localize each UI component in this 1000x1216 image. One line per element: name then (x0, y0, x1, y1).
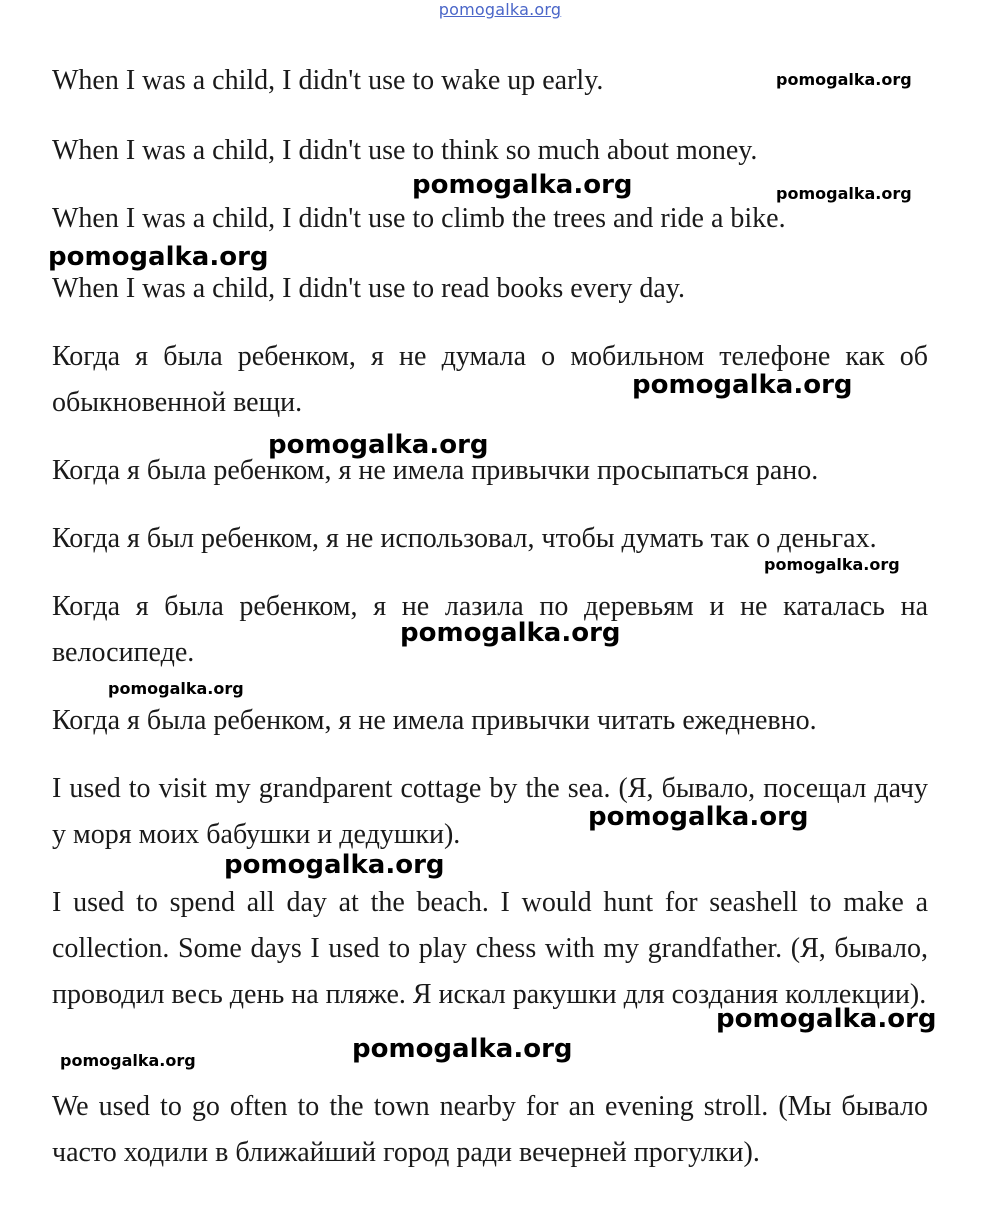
paragraph: Когда я была ребенком, я не имела привычки просыпаться рано. (52, 455, 819, 486)
paragraph: Когда я была ребенком, я не думала о мобильном телефоне как об обыкновенной вещи. (52, 341, 928, 418)
paragraph: When I was a child, I didn't use to read books every day. (52, 273, 686, 304)
paragraph: Когда я была ребенком, я не имела привычки читать ежедневно. (52, 705, 817, 736)
watermark: pomogalka.org (224, 850, 445, 880)
paragraph: When I was a child, I didn't use to think so much about money. (52, 135, 758, 166)
paragraph: When I was a child, I didn't use to climb the trees and ride a bike. (52, 203, 786, 234)
watermark: pomogalka.org (60, 1051, 196, 1070)
watermark: pomogalka.org (108, 679, 244, 698)
watermark: pomogalka.org (776, 184, 912, 203)
paragraph: I used to visit my grandparent cottage by the sea. (Я, бывало, посещал дачу у моря моих бабушки и дедушки). (52, 773, 928, 850)
watermark: pomogalka.org (412, 170, 633, 200)
site-link[interactable]: pomogalka.org (438, 0, 562, 19)
watermark: pomogalka.org (268, 430, 489, 460)
watermark: pomogalka.org (48, 242, 269, 272)
watermark: pomogalka.org (400, 618, 621, 648)
paragraph: I used to spend all day at the beach. I would hunt for seashell to make a collection. Some days I used to play chess with my grandfather. (Я, бывало, проводил весь день на пляже. Я искал ракушки для создания коллекции). (52, 887, 928, 1010)
paragraph: Когда я была ребенком, я не лазила по деревьям и не каталась на велосипеде. (52, 591, 928, 668)
paragraph: We used to go often to the town nearby for an evening stroll. (Мы бывало часто ходили в ближайший город ради вечерней прогулки). (52, 1091, 928, 1168)
watermark: pomogalka.org (776, 70, 912, 89)
watermark: pomogalka.org (352, 1034, 573, 1064)
paragraph: Когда я был ребенком, я не использовал, чтобы думать так о деньгах. (52, 523, 877, 554)
watermark: pomogalka.org (588, 802, 809, 832)
watermark: pomogalka.org (716, 1004, 937, 1034)
watermark: pomogalka.org (632, 370, 853, 400)
paragraph: When I was a child, I didn't use to wake up early. (52, 65, 604, 96)
watermark: pomogalka.org (764, 555, 900, 574)
